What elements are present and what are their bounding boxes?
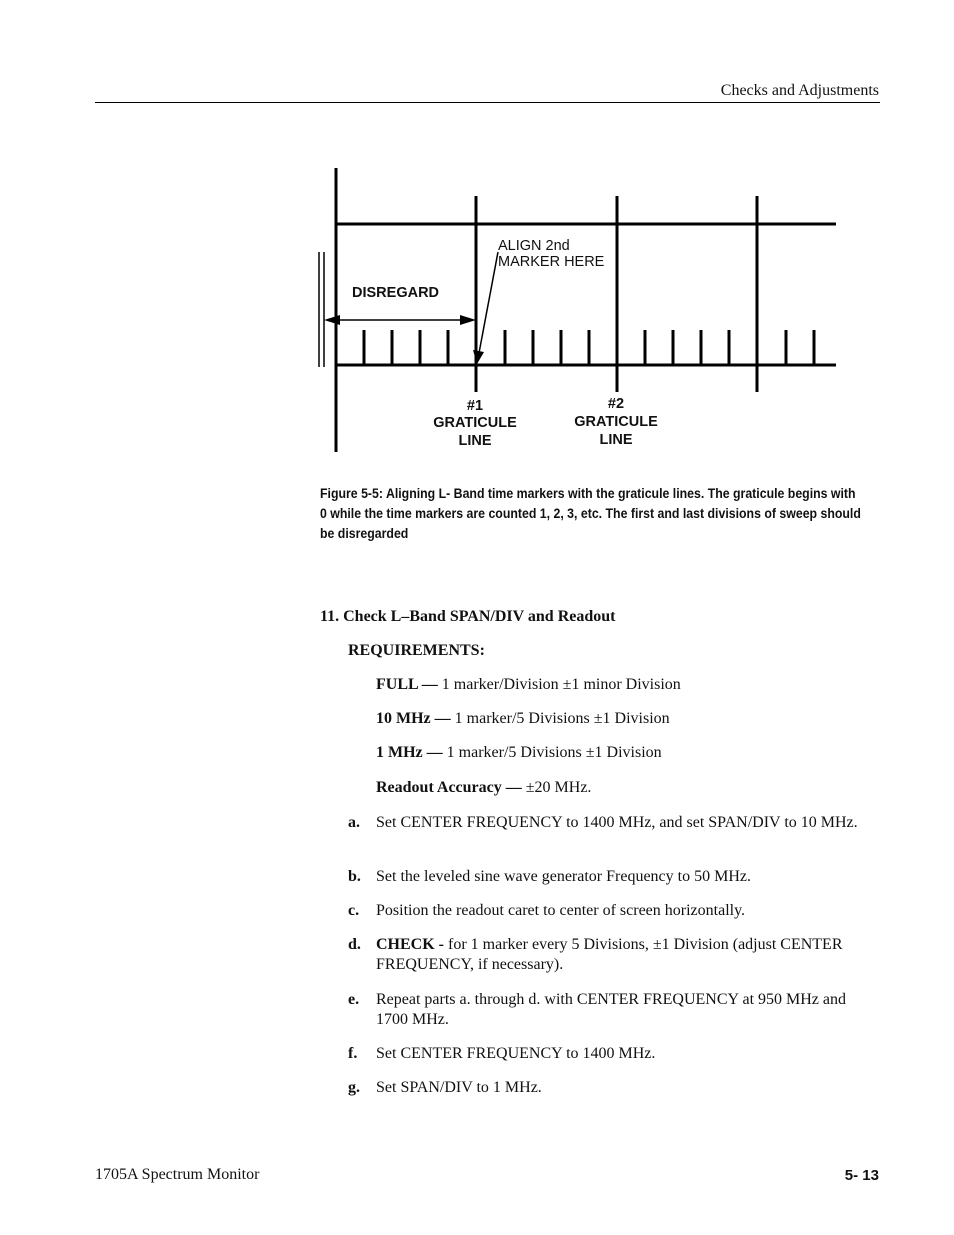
align-label-line1: ALIGN 2nd (498, 238, 570, 254)
requirements-label: REQUIREMENTS: (348, 642, 485, 659)
graticule-2-number: #2 (607, 396, 625, 412)
step-d: d. CHECK - for 1 marker every 5 Divisions, ±1 Division (adjust CENTER FREQUENCY, if necessary). (348, 936, 843, 973)
graticule-2-line: LINE (599, 432, 633, 448)
figure-caption: Figure 5-5: Aligning L- Band time markers with the graticule lines. The graticule begins with 0 while the time markers are counted 1, 2, 3, etc. The first and last divisions of sweep should be disregarded (320, 485, 861, 541)
running-header: Checks and Adjustments (720, 82, 879, 99)
step-c: c. Position the readout caret to center of screen horizontally. (348, 902, 746, 919)
step-a: a. Set CENTER FREQUENCY to 1400 MHz, and set SPAN/DIV to 10 MHz. (348, 814, 858, 831)
step-b: b. Set the leveled sine wave generator Frequency to 50 MHz. (348, 868, 751, 885)
figure-5-5 (300, 160, 880, 460)
disregard-arrow (324, 315, 476, 325)
step-f: f. Set CENTER FREQUENCY to 1400 MHz. (348, 1045, 656, 1062)
disregard-label: DISREGARD (352, 285, 440, 301)
requirement-readout-accuracy: Readout Accuracy — ±20 MHz. (376, 779, 592, 796)
requirement-1mhz: 1 MHz — 1 marker/5 Divisions ±1 Division (376, 744, 662, 761)
section-title: 11. Check L–Band SPAN/DIV and Readout (320, 608, 616, 625)
step-e: e. Repeat parts a. through d. with CENTER FREQUENCY at 950 MHz and 1700 MHz. (348, 991, 847, 1028)
footer-manual-title: 1705A Spectrum Monitor (95, 1166, 260, 1183)
time-markers (364, 330, 814, 365)
align-label-line2: MARKER HERE (498, 254, 605, 270)
graticule-1-word: GRATICULE (433, 415, 517, 431)
step-g: g. Set SPAN/DIV to 1 MHz. (348, 1079, 542, 1096)
requirement-full: FULL — 1 marker/Division ±1 minor Division (376, 676, 681, 693)
graticule-1-line: LINE (458, 433, 492, 449)
graticule-1-number: #1 (466, 398, 484, 414)
header-rule (95, 102, 880, 103)
graticule-2-word: GRATICULE (574, 414, 658, 430)
page-number: 5- 13 (844, 1167, 879, 1184)
requirement-10mhz: 10 MHz — 1 marker/5 Divisions ±1 Division (376, 710, 670, 727)
graticule-diagram (300, 160, 880, 460)
